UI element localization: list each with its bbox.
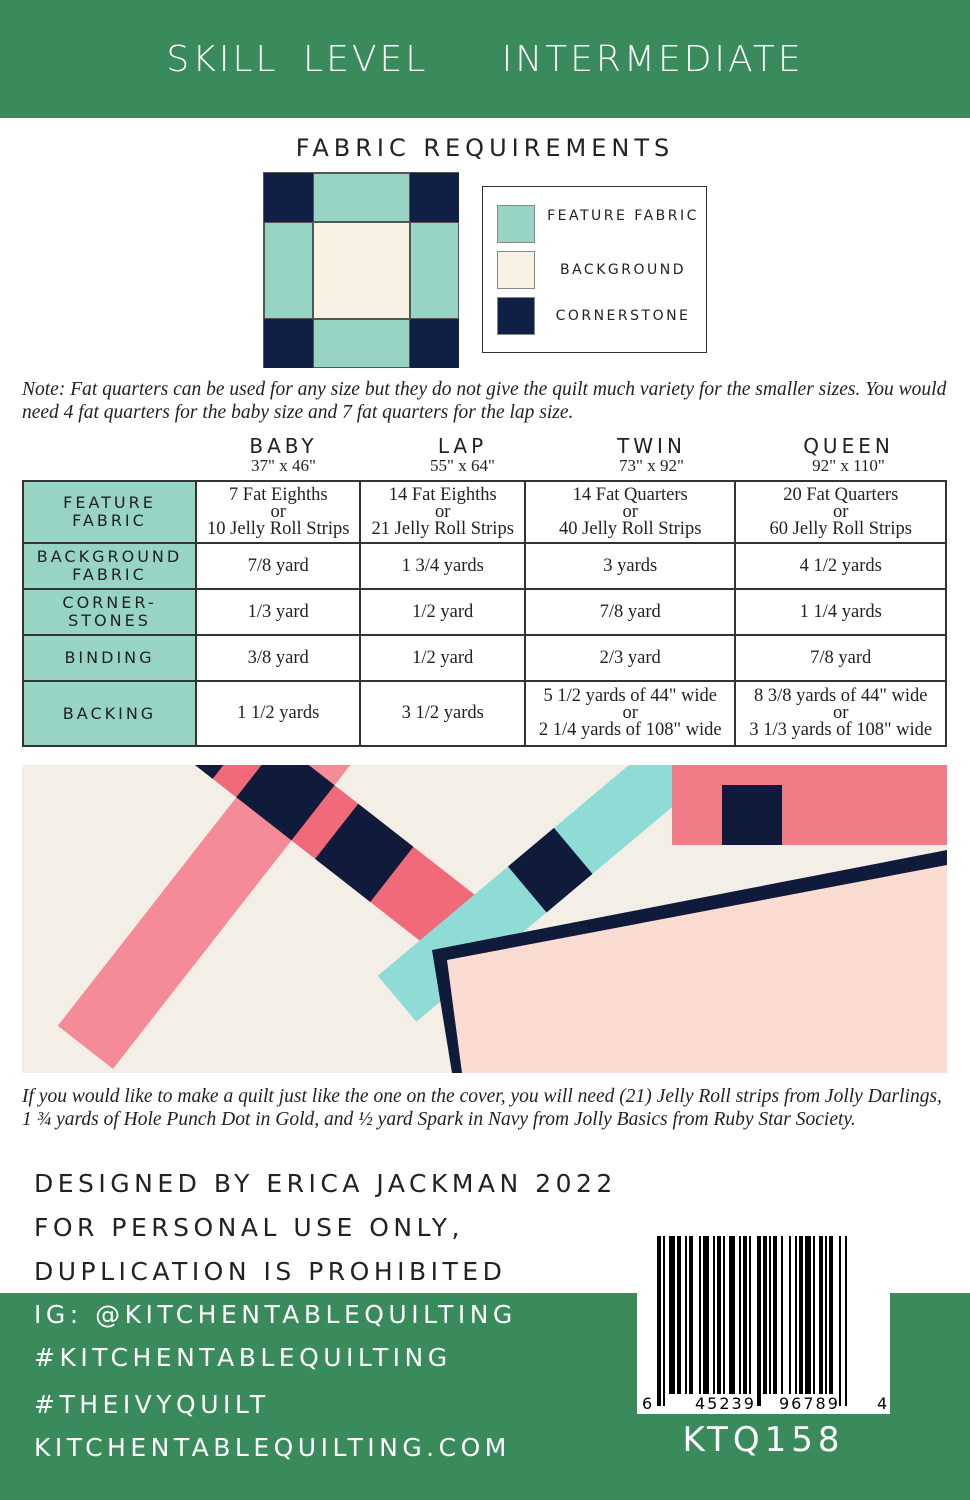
legend-swatch-feature xyxy=(497,205,535,243)
table-row xyxy=(23,681,946,746)
size-name: LAP xyxy=(437,434,488,458)
cell-line: 3 1/3 yards of 108" wide xyxy=(749,720,933,740)
barcode-bar xyxy=(677,1236,681,1394)
fabric-legend xyxy=(482,186,707,353)
barcode-bar xyxy=(669,1236,675,1394)
table-cell xyxy=(360,635,524,681)
table-row xyxy=(23,481,946,543)
cell-line: 21 Jelly Roll Strips xyxy=(371,518,514,539)
table-cell xyxy=(196,481,360,543)
row-label xyxy=(23,681,196,746)
barcode-bar xyxy=(739,1236,741,1394)
hashtag-kitchentablequilting: #KITCHENTABLEQUILTING xyxy=(34,1343,452,1372)
legend-swatch-cornerstone xyxy=(497,297,535,335)
table-cell xyxy=(735,589,946,635)
barcode-bar xyxy=(663,1236,665,1406)
table-cell xyxy=(525,681,736,746)
barcode-bar xyxy=(699,1236,701,1394)
barcode-bar xyxy=(773,1236,777,1394)
row-label xyxy=(23,481,196,543)
barcode-bar xyxy=(685,1236,687,1394)
skill-level-banner xyxy=(0,0,970,118)
cell-line: 7/8 yard xyxy=(810,647,872,668)
cell-line: 14 Fat Eighths xyxy=(388,484,497,505)
row-label-line: STONES xyxy=(68,611,151,630)
table-cell xyxy=(196,681,360,746)
cover-quilt-caption: If you would like to make a quilt just like the one on the cover, you will need (21) Jelly Roll strips from Jolly Darlings, 1 ¾ yards of Hole Punch Dot in Gold, and ½ yard Spark in Navy from Jolly Basics from Ruby Star Society. xyxy=(22,1086,942,1130)
barcode-bar xyxy=(829,1236,833,1394)
cell-line: 1 1/4 yards xyxy=(799,601,882,622)
cell-line: 7 Fat Eighths xyxy=(228,484,328,505)
table-cell xyxy=(735,543,946,589)
barcode xyxy=(637,1222,890,1414)
table-cell xyxy=(196,589,360,635)
cell-line: 40 Jelly Roll Strips xyxy=(559,518,702,539)
table-row xyxy=(23,543,946,589)
size-header-twin xyxy=(553,435,750,475)
barcode-digit: 45239 xyxy=(695,1394,756,1413)
table-cell xyxy=(525,481,736,543)
cell-line: 7/8 yard xyxy=(599,601,661,622)
legend-label: FEATURE FABRIC xyxy=(547,208,699,224)
barcode-bar xyxy=(825,1236,827,1394)
instagram-handle: IG: @KITCHENTABLEQUILTING xyxy=(34,1300,517,1329)
barcode-bar xyxy=(657,1236,661,1406)
barcode-bar xyxy=(763,1236,767,1394)
size-dimensions: 37" x 46" xyxy=(251,456,316,475)
cell-line: or xyxy=(833,703,849,723)
row-label xyxy=(23,543,196,589)
barcode-bar xyxy=(781,1236,783,1394)
table-cell xyxy=(735,635,946,681)
cell-line: 8 3/8 yards of 44" wide xyxy=(753,686,928,706)
cell-line: 1/2 yard xyxy=(412,601,474,622)
size-name: QUEEN xyxy=(803,434,894,458)
cell-line: 1/2 yard xyxy=(412,647,474,668)
barcode-bar xyxy=(799,1236,803,1394)
fabric-requirements-table xyxy=(22,480,947,747)
cell-line: or xyxy=(622,501,638,522)
barcode-bar xyxy=(769,1236,771,1394)
barcode-bar xyxy=(703,1236,709,1394)
cell-line: 3/8 yard xyxy=(247,647,309,668)
usage-notice: FOR PERSONAL USE ONLY, xyxy=(34,1213,464,1242)
table-row xyxy=(23,635,946,681)
quilt-photo xyxy=(22,765,947,1073)
cell-line: 2/3 yard xyxy=(599,647,661,668)
table-cell xyxy=(525,589,736,635)
size-name: TWIN xyxy=(617,434,686,458)
cell-line: 2 1/4 yards of 108" wide xyxy=(538,720,722,740)
table-cell xyxy=(735,681,946,746)
table-cell xyxy=(525,635,736,681)
size-dimensions: 73" x 92" xyxy=(619,456,684,475)
duplication-notice: DUPLICATION IS PROHIBITED xyxy=(34,1257,507,1286)
size-dimensions: 92" x 110" xyxy=(812,456,885,475)
table-cell xyxy=(360,589,524,635)
barcode-digit: 96789 xyxy=(779,1394,840,1413)
size-name: BABY xyxy=(249,434,318,458)
size-dimensions: 55" x 64" xyxy=(430,456,495,475)
barcode-bar xyxy=(723,1236,725,1394)
barcode-bar xyxy=(789,1236,791,1394)
cell-line: 4 1/2 yards xyxy=(799,555,882,576)
barcode-bar xyxy=(819,1236,823,1394)
website-link[interactable]: KITCHENTABLEQUILTING.COM xyxy=(34,1433,511,1462)
barcode-bar xyxy=(717,1236,721,1394)
row-label-line: FEATURE xyxy=(63,493,156,512)
cell-line: or xyxy=(622,703,638,723)
barcode-bar xyxy=(813,1236,815,1394)
fabric-requirements-title: FABRIC REQUIREMENTS xyxy=(295,134,675,162)
designer-credit: DESIGNED BY ERICA JACKMAN 2022 xyxy=(34,1169,617,1198)
table-cell xyxy=(525,543,736,589)
legend-swatch-background xyxy=(497,251,535,289)
cell-line: 3 yards xyxy=(603,555,658,576)
cell-line: 3 1/2 yards xyxy=(401,703,484,723)
cell-line: 20 Fat Quarters xyxy=(783,484,899,505)
barcode-bar xyxy=(749,1236,751,1394)
barcode-bar xyxy=(713,1236,715,1394)
cell-line: 7/8 yard xyxy=(247,555,309,576)
table-row xyxy=(23,589,946,635)
cell-line: or xyxy=(270,501,286,522)
barcode-bar xyxy=(805,1236,811,1394)
skill-level-text: SKILL LEVEL INTERMEDIATE xyxy=(166,38,804,80)
row-label-line: BINDING xyxy=(64,648,155,667)
barcode-bar xyxy=(845,1236,847,1406)
cell-line: 1 3/4 yards xyxy=(401,555,484,576)
row-label xyxy=(23,635,196,681)
row-label-line: CORNER- xyxy=(62,593,157,612)
legend-label: BACKGROUND xyxy=(560,262,686,278)
row-label-line: BACKGROUND xyxy=(36,547,183,566)
quilt-block-diagram xyxy=(263,172,459,368)
barcode-bar xyxy=(839,1236,841,1406)
size-header-baby xyxy=(195,435,372,475)
table-cell xyxy=(196,543,360,589)
row-label-line: BACKING xyxy=(62,703,157,723)
size-header-queen xyxy=(750,435,947,475)
cell-line: or xyxy=(833,501,849,522)
barcode-bar xyxy=(729,1236,735,1394)
cell-line: 1 1/2 yards xyxy=(237,703,320,723)
barcode-digit: 4 xyxy=(877,1394,888,1413)
size-header-lap xyxy=(372,435,553,475)
cell-line: 14 Fat Quarters xyxy=(572,484,688,505)
row-label xyxy=(23,589,196,635)
cell-line: 1/3 yard xyxy=(247,601,309,622)
fat-quarter-note: Note: Fat quarters can be used for any size but they do not give the quilt much variety for the smaller sizes. You would need 4 fat quarters for the baby size and 7 fat quarters for the lap size. xyxy=(22,379,947,423)
legend-label: CORNERSTONE xyxy=(555,308,691,324)
table-cell xyxy=(360,481,524,543)
table-cell xyxy=(360,543,524,589)
barcode-bar xyxy=(689,1236,693,1394)
hashtag-theivyquilt: #THEIVYQUILT xyxy=(34,1390,270,1419)
cell-line: or xyxy=(435,501,451,522)
table-cell xyxy=(196,635,360,681)
barcode-bar xyxy=(743,1236,747,1394)
cell-line: 5 1/2 yards of 44" wide xyxy=(543,686,717,706)
row-label-line: FABRIC xyxy=(72,565,147,584)
barcode-bar xyxy=(795,1236,797,1394)
product-code: KTQ158 xyxy=(682,1420,845,1460)
cell-line: 60 Jelly Roll Strips xyxy=(769,518,912,539)
table-cell xyxy=(360,681,524,746)
cell-line: 10 Jelly Roll Strips xyxy=(207,518,350,539)
barcode-digit: 6 xyxy=(642,1394,654,1413)
barcode-bar xyxy=(757,1236,761,1406)
table-cell xyxy=(735,481,946,543)
row-label-line: FABRIC xyxy=(72,511,147,530)
